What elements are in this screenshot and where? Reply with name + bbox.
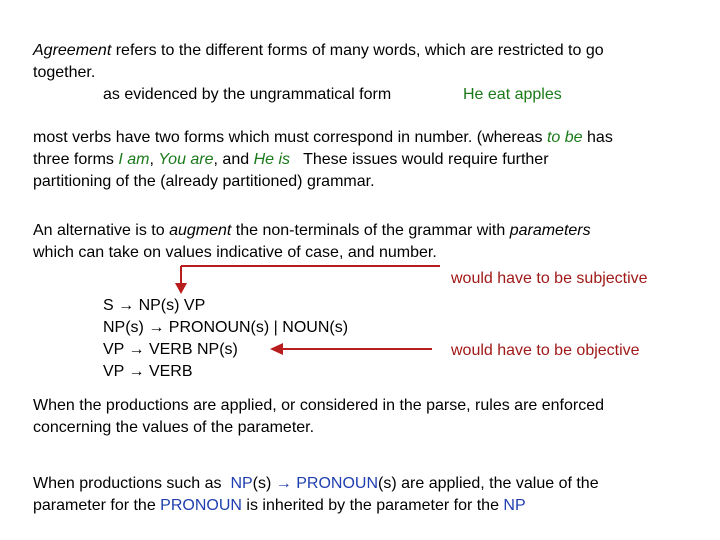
term-augment: augment (169, 222, 232, 239)
term-np-2: NP (503, 497, 526, 514)
example-i-am: I am (118, 151, 150, 168)
p2-line2-text: three forms (33, 151, 119, 168)
term-pronoun: PRONOUN (160, 497, 242, 514)
p2-line1-end: has (582, 129, 613, 146)
rule-vp: VP → VERB (103, 363, 193, 380)
term-parameters: parameters (509, 222, 591, 239)
p4-line1: When the productions are applied, or considered in the parse, rules are enforced (33, 397, 605, 414)
example-he-is: He is (253, 151, 291, 168)
p2-line3: partitioning of the (already partitioned) grammar. (33, 173, 375, 190)
rule-np: NP(s) → PRONOUN(s) | NOUN(s) (103, 319, 349, 336)
p5-line2-text: parameter for the (33, 497, 161, 514)
rule-s: S → NP(s) VP (103, 297, 206, 314)
p5-line2 (33, 495, 526, 517)
p2-sep-2: , and (213, 151, 254, 168)
ungrammatical-example: He eat apples (463, 86, 562, 103)
p5-param-s: (s) (252, 475, 276, 492)
arrow-objective (270, 343, 432, 355)
rule-vp-np: VP → VERB NP(s) (103, 341, 238, 358)
p1-line1-text: refers to the different forms of many words, which are restricted to go (111, 42, 604, 59)
p4-line2: concerning the values of the parameter. (33, 419, 315, 436)
p3-line2: which can take on values indicative of case, and number. (33, 244, 437, 261)
note-objective: would have to be objective (451, 342, 640, 359)
p2-line1-text: most verbs have two forms which must correspond in number. (whereas (33, 129, 547, 146)
p2-line2-end: These issues would require further (290, 151, 549, 168)
term-np: NP (230, 475, 253, 492)
p3-line1-mid: the non-terminals of the grammar with (231, 222, 510, 239)
example-to-be: to be (546, 129, 583, 146)
p3-line1-text: An alternative is to (33, 222, 170, 239)
p1-line3-text: as evidenced by the ungrammatical form (103, 86, 392, 103)
term-arrow-pronoun: → PRONOUN (275, 475, 379, 492)
p5-line2-mid: is inherited by the parameter for the (241, 497, 504, 514)
p2-sep-1: , (149, 151, 159, 168)
arrow-subjective (175, 266, 440, 294)
p5-line1-text: When productions such as (33, 475, 231, 492)
example-you-are: You are (158, 151, 214, 168)
p5-line1 (33, 473, 599, 495)
term-agreement: Agreement (33, 42, 112, 59)
note-subjective: would have to be subjective (451, 270, 648, 287)
p1-line2: together. (33, 64, 96, 81)
p5-line1-end: (s) are applied, the value of the (378, 475, 599, 492)
